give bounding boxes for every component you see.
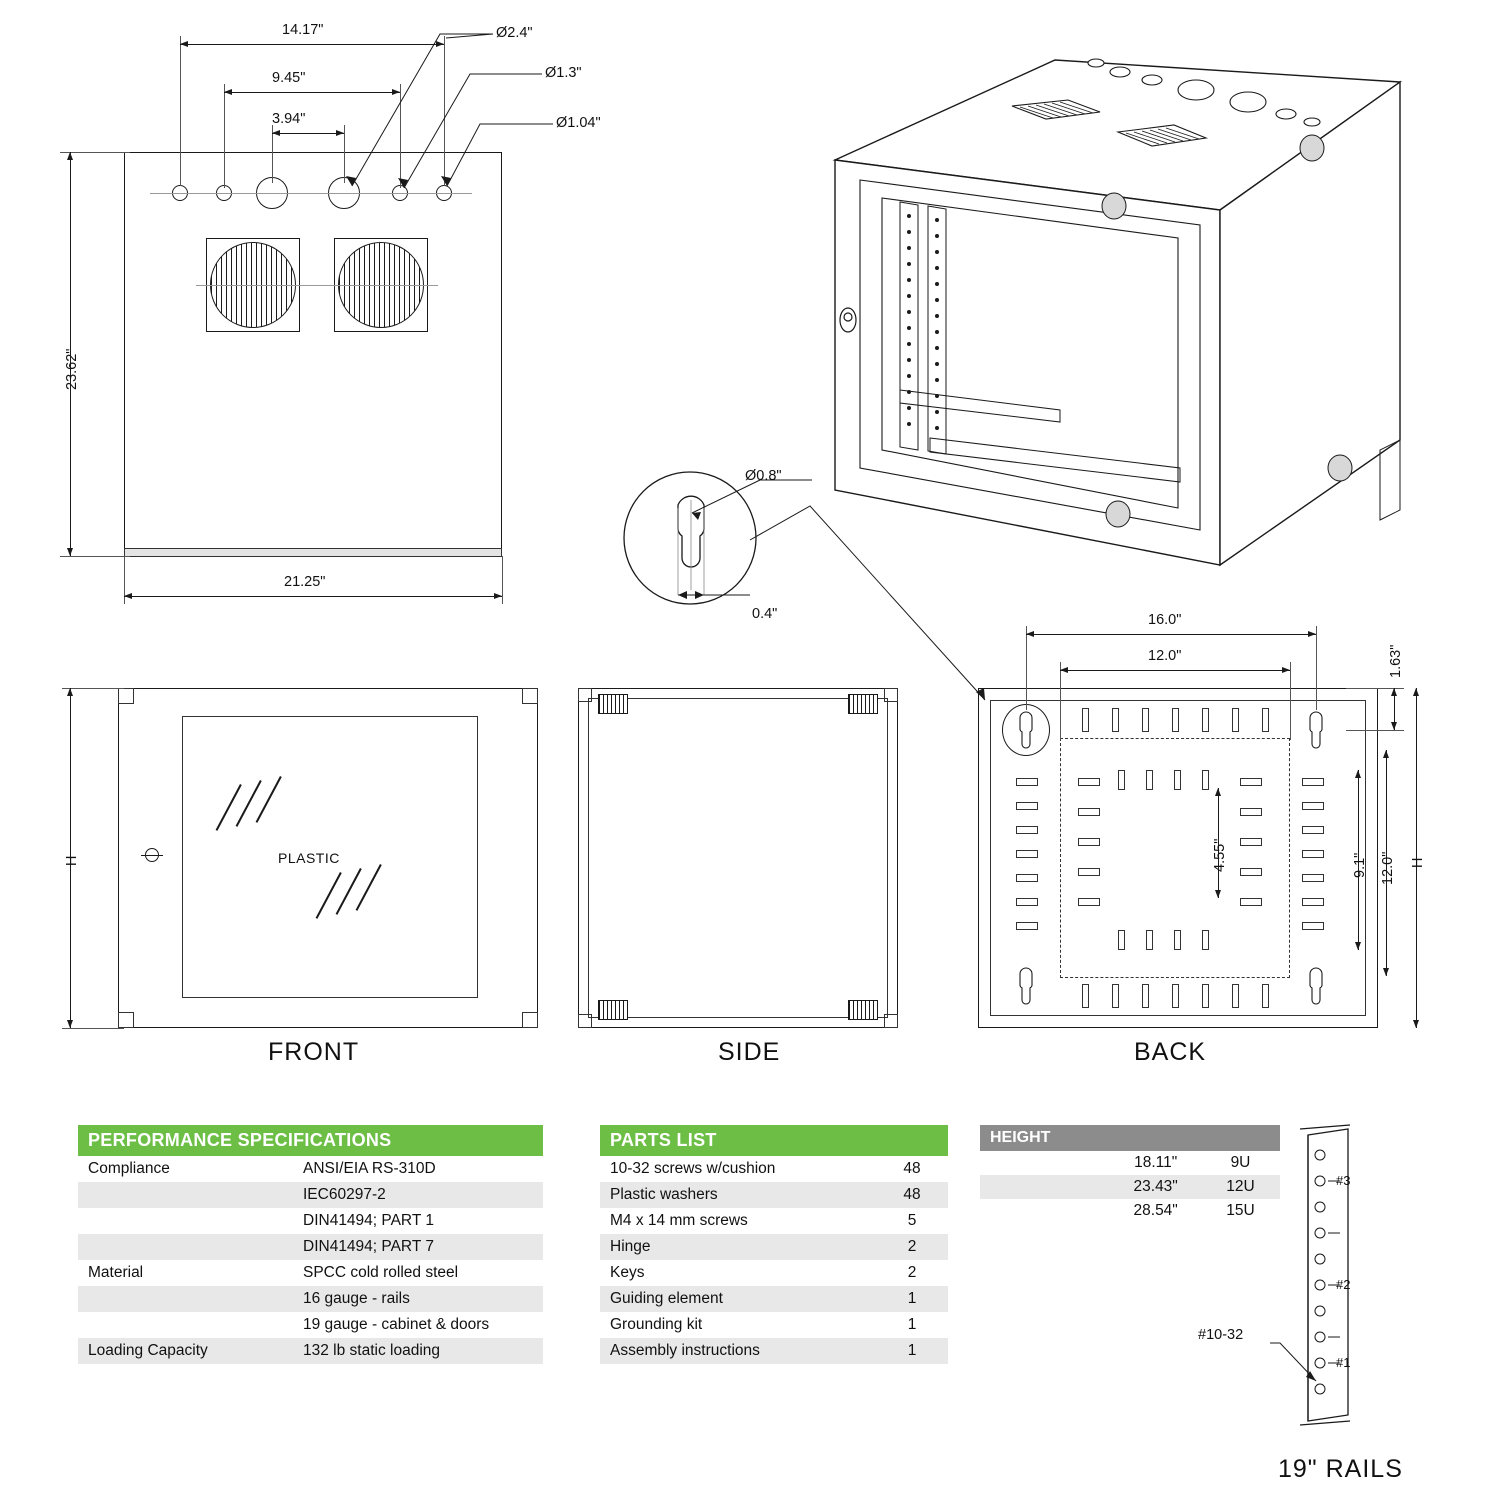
back-vent-slot [1262, 708, 1269, 732]
ext-9-45-right [400, 84, 401, 188]
side-corner-tr [884, 688, 898, 702]
rail-mark-3: #3 [1336, 1173, 1351, 1188]
front-view-label: FRONT [268, 1038, 360, 1066]
table-row [78, 1312, 543, 1338]
perf-value: DIN41494; PART 1 [293, 1208, 543, 1234]
back-keyhole-br [1302, 966, 1330, 1006]
part-qty: 5 [876, 1208, 948, 1234]
part-name: M4 x 14 mm screws [600, 1208, 876, 1234]
height-u: 9U [1201, 1151, 1280, 1175]
ext-16-left [1026, 626, 1027, 710]
back-keyhole-tr [1302, 710, 1330, 750]
dim-9-1: 9.1" [1352, 852, 1368, 878]
table-row [78, 1156, 543, 1182]
dim-0-4: 0.4" [752, 606, 778, 622]
part-qty: 2 [876, 1260, 948, 1286]
front-corner-tl [118, 688, 134, 704]
back-vent-slot [1082, 708, 1089, 732]
ext-163-bot [1346, 730, 1404, 731]
parts-list-table [600, 1125, 948, 1364]
side-hinge-tr [848, 694, 878, 714]
back-side-slot [1302, 922, 1324, 930]
table-row [78, 1208, 543, 1234]
front-view [40, 680, 560, 1080]
back-vent-slot [1082, 984, 1089, 1008]
ext-12-left [1060, 662, 1061, 740]
back-inner-slot [1240, 808, 1262, 816]
dim-dia-2-4: Ø2.4" [496, 25, 533, 41]
back-vent-slot [1232, 984, 1239, 1008]
rail-mark-1: #1 [1336, 1355, 1351, 1370]
table-row [600, 1156, 948, 1182]
height-inches: 23.43" [1110, 1175, 1201, 1199]
ext-23-62-bot [60, 556, 130, 557]
back-vent-slot [1172, 984, 1179, 1008]
back-inner-slot [1240, 898, 1262, 906]
dim-14-17: 14.17" [282, 22, 324, 38]
back-inner-slot [1078, 778, 1100, 786]
rail-screw-spec: #10-32 [1198, 1327, 1244, 1343]
back-side-slot [1016, 898, 1038, 906]
side-hinge-bl [598, 1000, 628, 1020]
dim-dia-1-3: Ø1.3" [545, 65, 582, 81]
back-side-slot [1016, 826, 1038, 834]
back-view [950, 610, 1490, 1080]
back-mid-slot [1146, 930, 1153, 950]
perf-label: Loading Capacity [78, 1338, 293, 1364]
dim-12-0-width: 12.0" [1148, 648, 1182, 664]
back-side-slot [1016, 802, 1038, 810]
side-corner-br [884, 1014, 898, 1028]
back-mid-slot [1118, 770, 1125, 790]
ext-12-right [1290, 662, 1291, 740]
table-row [600, 1260, 948, 1286]
side-corner-tl [578, 688, 592, 702]
dim-line-9-45 [224, 92, 400, 93]
side-view-label: SIDE [718, 1038, 781, 1066]
back-side-slot [1016, 874, 1038, 882]
back-side-slot [1302, 778, 1324, 786]
ext-9-45-left [224, 84, 225, 188]
back-vent-slot [1202, 708, 1209, 732]
height-table-header: HEIGHT [980, 1125, 1280, 1151]
back-inner-slot [1240, 838, 1262, 846]
perf-value: ANSI/EIA RS-310D [293, 1156, 543, 1182]
dim-dia-1-04: Ø1.04" [556, 115, 601, 131]
perf-value: 132 lb static loading [293, 1338, 543, 1364]
perf-spec-header: PERFORMANCE SPECIFICATIONS [78, 1125, 543, 1156]
dim-line-3-94 [272, 133, 344, 134]
part-name: Hinge [600, 1234, 876, 1260]
dim-line-14-17 [180, 44, 444, 45]
side-view [540, 680, 960, 1080]
back-vent-slot [1262, 984, 1269, 1008]
ext-14-17-left [180, 36, 181, 186]
part-name: Guiding element [600, 1286, 876, 1312]
table-row [78, 1286, 543, 1312]
height-u: 12U [1201, 1175, 1280, 1199]
dim-line-21-25 [124, 596, 502, 597]
dim-9-45: 9.45" [272, 70, 306, 86]
height-u: 15U [1201, 1199, 1280, 1223]
ext-16-right [1316, 626, 1317, 710]
part-name: Grounding kit [600, 1312, 876, 1338]
back-side-slot [1302, 850, 1324, 858]
part-name: Assembly instructions [600, 1338, 876, 1364]
dim-line-16 [1026, 634, 1316, 635]
back-inner-slot [1078, 868, 1100, 876]
perf-value: 16 gauge - rails [293, 1286, 543, 1312]
back-mid-slot [1146, 770, 1153, 790]
perf-label [78, 1208, 293, 1234]
plastic-label: PLASTIC [278, 850, 340, 866]
dim-1-63: 1.63" [1388, 644, 1404, 678]
side-hinge-br [848, 1000, 878, 1020]
rail-mark-2: #2 [1336, 1277, 1351, 1292]
back-inner-slot [1078, 838, 1100, 846]
back-mid-slot [1174, 770, 1181, 790]
table-row [600, 1208, 948, 1234]
dim-16-0: 16.0" [1148, 612, 1182, 628]
front-corner-br [522, 1012, 538, 1028]
ext-21-25-right [502, 556, 503, 604]
top-view-cabinet-outline [124, 152, 502, 556]
part-name: Keys [600, 1260, 876, 1286]
back-inner-slot [1240, 778, 1262, 786]
height-table [980, 1125, 1280, 1223]
back-side-slot [1302, 874, 1324, 882]
back-vent-slot [1112, 984, 1119, 1008]
back-vent-slot [1142, 984, 1149, 1008]
top-view [0, 0, 620, 650]
back-vent-slot [1112, 708, 1119, 732]
table-row [78, 1234, 543, 1260]
dim-4-55: 4.55" [1212, 838, 1228, 872]
side-hinge-tl [598, 694, 628, 714]
front-corner-tr [522, 688, 538, 704]
perf-value: SPCC cold rolled steel [293, 1260, 543, 1286]
dim-front-h: H [64, 855, 80, 866]
ext-3-94-right [344, 125, 345, 183]
back-side-slot [1302, 898, 1324, 906]
part-qty: 1 [876, 1338, 948, 1364]
back-inner-slot [1078, 898, 1100, 906]
table-row [600, 1286, 948, 1312]
part-qty: 1 [876, 1312, 948, 1338]
dim-21-25: 21.25" [284, 574, 326, 590]
perf-label: Compliance [78, 1156, 293, 1182]
side-inner-panel [588, 698, 888, 1018]
table-row [980, 1199, 1280, 1223]
front-corner-bl [118, 1012, 134, 1028]
perf-label [78, 1286, 293, 1312]
back-vent-slot [1232, 708, 1239, 732]
ext-front-h-bot [62, 1028, 124, 1029]
back-inner-slot [1240, 868, 1262, 876]
back-side-slot [1016, 778, 1038, 786]
perf-value: 19 gauge - cabinet & doors [293, 1312, 543, 1338]
front-lock-line [141, 855, 163, 856]
perf-label [78, 1234, 293, 1260]
dim-dia-0-8: Ø0.8" [745, 468, 782, 484]
back-vent-slot [1202, 984, 1209, 1008]
table-row [600, 1234, 948, 1260]
performance-specifications-table [78, 1125, 543, 1364]
dim-line-12 [1060, 670, 1290, 671]
back-mid-slot [1202, 770, 1209, 790]
back-vent-slot [1172, 708, 1179, 732]
table-row [600, 1182, 948, 1208]
back-side-slot [1302, 826, 1324, 834]
parts-list-header: PARTS LIST [600, 1125, 948, 1156]
rails-label: 19" RAILS [1278, 1455, 1403, 1483]
back-vent-slot [1142, 708, 1149, 732]
part-name: 10-32 screws w/cushion [600, 1156, 876, 1182]
side-corner-bl [578, 1014, 592, 1028]
back-side-slot [1302, 802, 1324, 810]
dim-23-62: 23.62" [64, 348, 80, 390]
back-inner-slot [1078, 808, 1100, 816]
dim-back-h: H [1410, 857, 1426, 868]
height-inches: 18.11" [1110, 1151, 1201, 1175]
table-row [78, 1338, 543, 1364]
back-view-label: BACK [1134, 1038, 1207, 1066]
table-row [78, 1182, 543, 1208]
part-name: Plastic washers [600, 1182, 876, 1208]
table-row [78, 1260, 543, 1286]
perf-value: IEC60297-2 [293, 1182, 543, 1208]
ext-14-17-right [444, 36, 445, 186]
dim-3-94: 3.94" [272, 111, 306, 127]
table-row [600, 1338, 948, 1364]
part-qty: 2 [876, 1234, 948, 1260]
height-inches: 28.54" [1110, 1199, 1201, 1223]
perf-value: DIN41494; PART 7 [293, 1234, 543, 1260]
top-hole-centerline [150, 193, 472, 194]
part-qty: 48 [876, 1182, 948, 1208]
perf-label: Material [78, 1260, 293, 1286]
back-side-slot [1016, 922, 1038, 930]
back-mid-slot [1174, 930, 1181, 950]
keyhole-detail [600, 460, 900, 660]
part-qty: 48 [876, 1156, 948, 1182]
back-keyhole-tl-ring [1002, 704, 1050, 756]
back-side-slot [1016, 850, 1038, 858]
part-qty: 1 [876, 1286, 948, 1312]
dim-12-0-height: 12.0" [1380, 851, 1396, 885]
table-row [980, 1151, 1280, 1175]
back-keyhole-bl [1012, 966, 1040, 1006]
perf-label [78, 1182, 293, 1208]
top-fan-centerline [196, 285, 438, 286]
perf-label [78, 1312, 293, 1338]
back-mid-slot [1202, 930, 1209, 950]
table-row [600, 1312, 948, 1338]
top-view-bottom-lip [124, 548, 502, 557]
back-mid-slot [1118, 930, 1125, 950]
table-row [980, 1175, 1280, 1199]
dim-line-163 [1394, 688, 1395, 730]
